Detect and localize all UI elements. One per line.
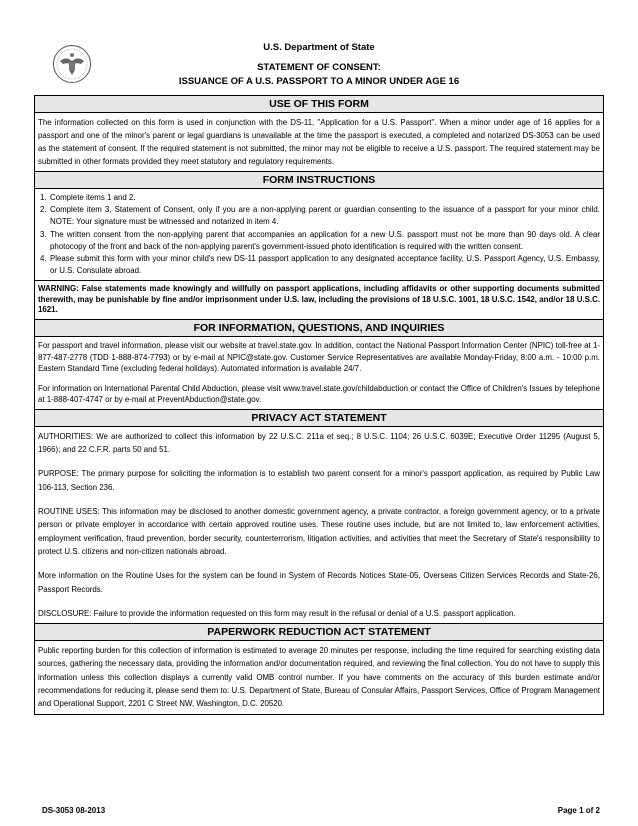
instructions-list [38, 192, 600, 277]
section-title-instructions: FORM INSTRUCTIONS [35, 171, 603, 188]
section-title-privacy: PRIVACY ACT STATEMENT [35, 409, 603, 426]
page-number: Page 1 of 2 [557, 806, 600, 815]
child-abduction-paragraph: For information on International Parental Child Abduction, please visit www.travel.state.gov/childabduction or contact the Office of Children's Issues by telephone at 1-888-407-4747 or by e-mail at PreventAbduction@state.gov. [38, 383, 600, 405]
paperwork-section [35, 640, 603, 713]
information-section [35, 336, 603, 409]
form-title-line2: ISSUANCE OF A U.S. PASSPORT TO A MINOR UNDER AGE 16 [178, 76, 460, 87]
disclosure-paragraph: DISCLOSURE: Failure to provide the information requested on this form may result in the refusal or denial of a U.S. passport application. [38, 608, 516, 618]
form-body [34, 95, 604, 715]
purpose-paragraph: PURPOSE: The primary purpose for soliciting the information is to establish two parent consent for a minor's passport application, as required by Public Law 106-113, Section 236. [38, 469, 600, 492]
info-paragraph: For passport and travel information, please visit our website at travel.state.gov. In addition, contact the National Passport Information Center (NPIC) toll-free at 1-877-487-2778 (TDD 1-888-874-7793) or by e-mail at NPIC@state.gov. Customer Service Representatives are available Monday-Friday, 8:00 a.m. - 10:00 p.m. Eastern Standard Time (excluding federal holidays). Automated information is available 24/7. [38, 340, 600, 374]
use-of-form-section [35, 112, 603, 171]
list-item: 2. Complete item 3, Statement of Consent, only if you are a non-applying parent or guardian consenting to the issuance of a passport for your minor child. NOTE: Your signature must be witnessed and notarized in item 4. [40, 205, 600, 227]
form-instructions-section [35, 188, 603, 280]
routine-uses-paragraph: ROUTINE USES: This information may be disclosed to another domestic government agency, a private contractor, a foreign government agency, or to a private person or private employer in accordance with certain approved routine uses. These routine uses include, but are not limited to, law enforcement activities, employment verification, fraud prevention, border security, counterterrorism, litigation activities, and activities that meet the Secretary of State's responsibility to protect U.S. citizens and non-citizen nationals abroad. [38, 507, 600, 556]
warning-text: WARNING: False statements made knowingly and willfully on passport applications, including affidavits or other supporting documents submitted therewith, may be punishable by fine and/or imprisonment under U.S. law, including the provisions of 18 U.S.C. 1001, 18 U.S.C. 1542, and/or 18 U.S.C. 1621. [35, 280, 603, 319]
privacy-act-section [35, 426, 603, 623]
use-of-form-text: The information collected on this form is used in conjunction with the DS-11, "Application for a U.S. Passport". When a minor under age of 16 applies for a passport and one of the minor's parent or legal guardians is unavailable at the time the passport is executed, a completed and notarized DS-3053 can be used as the statement of consent. If the required statement is not submitted, the minor may not be eligible to receive a U.S. passport. The required statement may be submitted in other formats provided they meet statutory and regulatory requirements. [38, 118, 600, 166]
list-item: 1. Complete items 1 and 2. [40, 193, 136, 202]
section-title-use: USE OF THIS FORM [35, 96, 603, 112]
list-item: 3. The written consent from the non-applying parent that accompanies an application for a new U.S. passport must not be more than 90 days old. A clear photocopy of the front and back of the non-applying parent's government-issued photo identification is required with the written consent. [40, 229, 600, 251]
form-number: DS-3053 08-2013 [42, 806, 106, 815]
paperwork-text: Public reporting burden for this collection of information is estimated to average 20 minutes per response, including the time required for searching existing data sources, gathering the necessary data, providing the information and/or documentation required, and reviewing the final collection. You do not have to supply this information unless this collection displays a currently valid OMB control number. If you have comments on the accuracy of this burden estimate and/or recommendations for reducing it, please send them to: U.S. Department of State, Bureau of Consular Affairs, Passport Services, Office of Program Management and Operational Support, 2201 C Street NW, Washington, D.C. 20520. [38, 646, 600, 709]
authorities-paragraph: AUTHORITIES: We are authorized to collect this information by 22 U.S.C. 211a et seq.; 8 U.S.C. 1104; 26 U.S.C. 6039E; Executive Order 11295 (August 5, 1966); and 22 C.F.R. parts 50 and 51. [38, 431, 600, 455]
department-name: U.S. Department of State [263, 42, 375, 53]
form-title-line1: STATEMENT OF CONSENT: [257, 62, 381, 73]
section-title-paperwork: PAPERWORK REDUCTION ACT STATEMENT [35, 623, 603, 640]
section-title-info: FOR INFORMATION, QUESTIONS, AND INQUIRIES [35, 319, 603, 336]
more-information-paragraph: More information on the Routine Uses for the system can be found in System of Records Notices State-05, Overseas Citizen Services Records and State-26, Passport Records. [38, 571, 600, 594]
list-item: 4. Please submit this form with your minor child's new DS-11 passport application to any designated acceptance facility, U.S. Passport Agency, U.S. Embassy, or U.S. Consulate abroad. [40, 254, 600, 276]
